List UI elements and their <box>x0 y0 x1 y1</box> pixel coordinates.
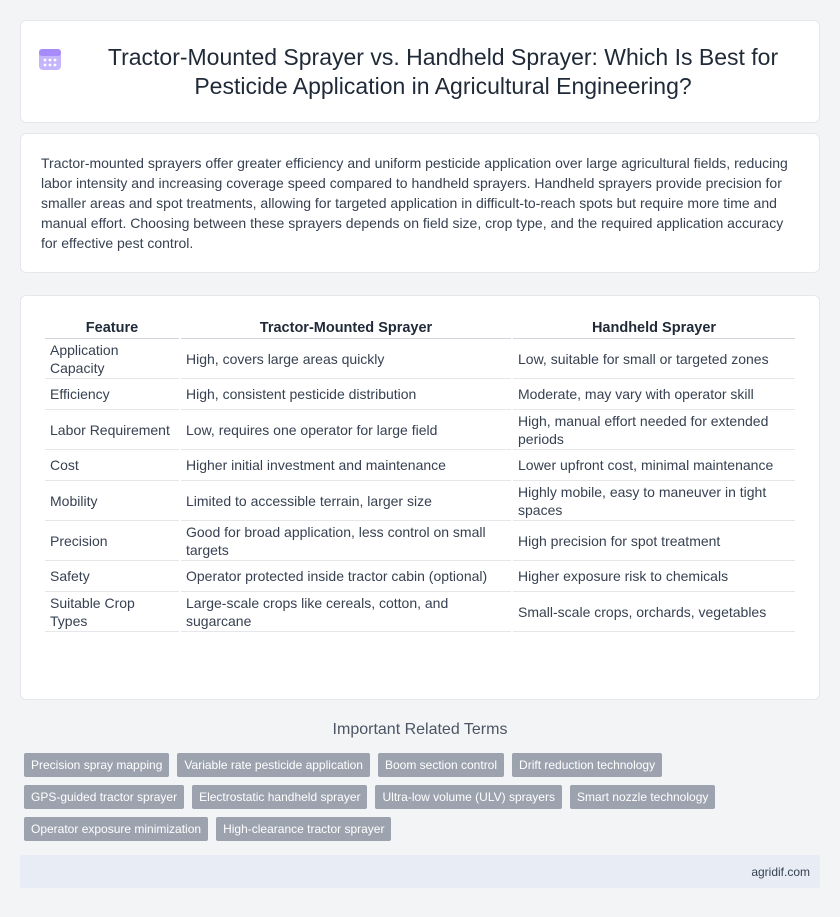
header-handheld: Handheld Sprayer <box>513 314 795 339</box>
cell-handheld: Small-scale crops, orchards, vegetables <box>513 592 795 632</box>
cell-handheld: Highly mobile, easy to maneuver in tight spaces <box>513 481 795 521</box>
related-term-tag[interactable]: High-clearance tractor sprayer <box>216 817 391 841</box>
calendar-icon <box>37 46 63 72</box>
table-row <box>45 379 795 410</box>
cell-tractor: Higher initial investment and maintenance <box>181 450 511 481</box>
related-term-tag[interactable]: Electrostatic handheld sprayer <box>192 785 367 809</box>
comparison-table <box>43 314 797 632</box>
table-row <box>45 450 795 481</box>
intro-paragraph: Tractor-mounted sprayers offer greater efficiency and uniform pesticide application over large agricultural fields, reducing labor intensity and increasing coverage speed compared to handheld sprayers. Handheld sprayers provide precision for smaller areas and spot treatments, allowing for targeted application in difficult-to-reach spots but require more time and manual effort. Choosing between these sprayers depends on field size, crop type, and the required application accuracy for effective pest control. <box>41 155 788 251</box>
header-tractor: Tractor-Mounted Sprayer <box>181 314 511 339</box>
table-header-row <box>45 314 795 339</box>
related-term-tag[interactable]: Variable rate pesticide application <box>177 753 370 777</box>
cell-handheld: High precision for spot treatment <box>513 521 795 561</box>
cell-handheld: Higher exposure risk to chemicals <box>513 561 795 592</box>
related-terms-section <box>20 721 820 841</box>
related-terms-title: Important Related Terms <box>332 721 508 738</box>
cell-tractor: Large-scale crops like cereals, cotton, and sugarcane <box>181 592 511 632</box>
cell-handheld: Moderate, may vary with operator skill <box>513 379 795 410</box>
related-term-tag[interactable]: Smart nozzle technology <box>570 785 715 809</box>
table-row <box>45 521 795 561</box>
related-term-tag[interactable]: Ultra-low volume (ULV) sprayers <box>375 785 561 809</box>
title-card <box>20 20 820 123</box>
cell-feature: Efficiency <box>45 379 179 410</box>
cell-tractor: Good for broad application, less control on small targets <box>181 521 511 561</box>
table-row <box>45 481 795 521</box>
cell-handheld: High, manual effort needed for extended periods <box>513 410 795 450</box>
cell-feature: Mobility <box>45 481 179 521</box>
related-term-tag[interactable]: GPS-guided tractor sprayer <box>24 785 184 809</box>
related-term-tag[interactable]: Precision spray mapping <box>24 753 169 777</box>
cell-tractor: High, consistent pesticide distribution <box>181 379 511 410</box>
related-term-tag[interactable]: Boom section control <box>378 753 504 777</box>
page-title: Tractor-Mounted Sprayer vs. Handheld Sprayer: Which Is Best for Pesticide Application in Agricultural Engineering? <box>107 43 779 99</box>
title-wrap <box>37 43 803 101</box>
cell-tractor: Operator protected inside tractor cabin (optional) <box>181 561 511 592</box>
table-row <box>45 410 795 450</box>
cell-handheld: Lower upfront cost, minimal maintenance <box>513 450 795 481</box>
header-feature: Feature <box>45 314 179 339</box>
footer <box>20 855 820 888</box>
cell-feature: Labor Requirement <box>45 410 179 450</box>
intro-card <box>20 133 820 273</box>
cell-tractor: Low, requires one operator for large field <box>181 410 511 450</box>
cell-feature: Precision <box>45 521 179 561</box>
cell-feature: Suitable Crop Types <box>45 592 179 632</box>
cell-handheld: Low, suitable for small or targeted zones <box>513 339 795 379</box>
cell-feature: Application Capacity <box>45 339 179 379</box>
related-term-tag[interactable]: Operator exposure minimization <box>24 817 208 841</box>
cell-feature: Cost <box>45 450 179 481</box>
related-terms-tags <box>20 753 820 841</box>
table-row <box>45 339 795 379</box>
cell-feature: Safety <box>45 561 179 592</box>
cell-tractor: Limited to accessible terrain, larger size <box>181 481 511 521</box>
table-row <box>45 592 795 632</box>
cell-tractor: High, covers large areas quickly <box>181 339 511 379</box>
comparison-card <box>20 295 820 700</box>
table-row <box>45 561 795 592</box>
related-term-tag[interactable]: Drift reduction technology <box>512 753 662 777</box>
footer-site-link[interactable]: agridif.com <box>751 864 810 879</box>
